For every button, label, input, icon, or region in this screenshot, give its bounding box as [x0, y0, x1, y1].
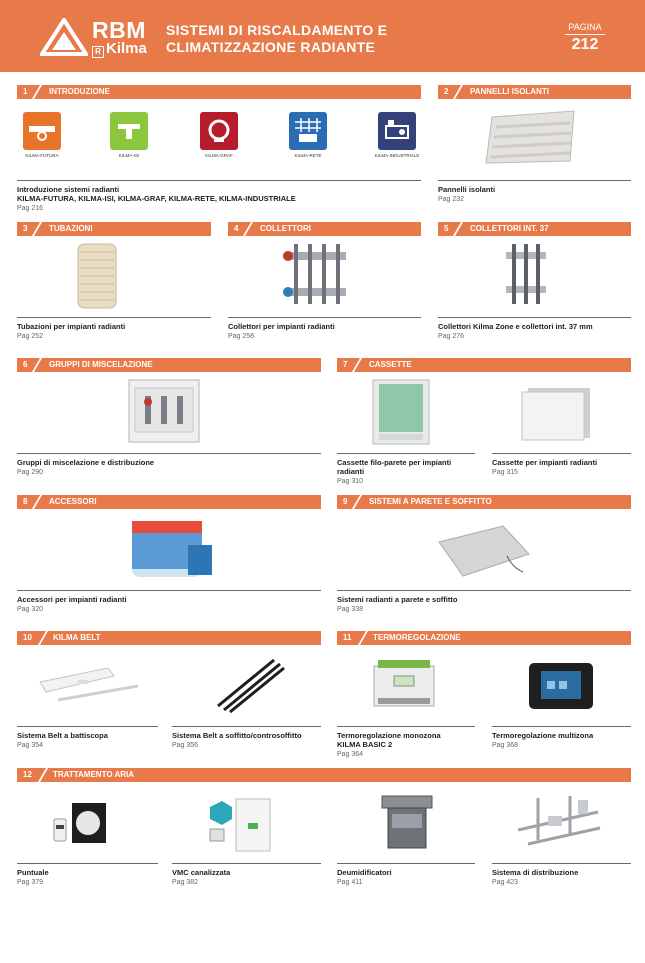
- page-ref: Pag 338: [337, 606, 364, 613]
- brand-name: RBM: [92, 17, 146, 43]
- item-caption: Sistema di distribuzione: [492, 868, 579, 877]
- page-ref: Pag 276: [438, 333, 465, 340]
- section-title: KILMA BELT: [53, 633, 101, 642]
- section-bar-introduzione: [17, 85, 421, 99]
- intro-icon-kilma-graf: [194, 112, 244, 158]
- item-caption: [337, 731, 475, 749]
- section-title: TERMOREGOLAZIONE: [373, 633, 461, 642]
- page-ref: Pag 423: [492, 879, 519, 886]
- caption-line2: KILMA BASIC 2: [337, 740, 393, 749]
- divider: [17, 863, 158, 864]
- kilma-rete-icon: [289, 112, 327, 150]
- section-title: TUBAZIONI: [49, 224, 93, 233]
- section-bar-cassette: [337, 358, 631, 372]
- divider: [337, 726, 475, 727]
- page-ref: Pag 364: [337, 751, 364, 758]
- section-number: 12: [23, 770, 32, 779]
- item-caption: Sistemi radianti a parete e soffitto: [337, 595, 458, 604]
- section-bar-tubazioni: [17, 222, 211, 236]
- section-title: COLLETTORI INT. 37: [470, 224, 549, 233]
- sub-brand: R Kilma: [92, 41, 147, 58]
- section-bar-kilma-belt: [17, 631, 321, 645]
- section-number: 4: [234, 224, 239, 233]
- intro-icon-label: KILMA-GRAF: [205, 153, 233, 158]
- page-ref: Pag 320: [17, 606, 44, 613]
- caption-line1: Termoregolazione monozona: [337, 731, 441, 740]
- section-number: 1: [23, 87, 28, 96]
- point-ventilation-image: [48, 795, 110, 855]
- item-caption: Gruppi di miscelazione e distribuzione: [17, 458, 155, 467]
- page-ref: Pag 356: [172, 742, 199, 749]
- section-number: 9: [343, 497, 348, 506]
- caption-line1: Cassette filo-parete per impianti: [337, 458, 452, 467]
- divider: [492, 726, 631, 727]
- item-caption: [337, 458, 475, 476]
- item-caption: Cassette per impianti radianti: [492, 458, 598, 467]
- divider: [438, 180, 631, 181]
- page-ref: Pag 411: [337, 879, 363, 886]
- section-number: 3: [23, 224, 28, 233]
- page-ref: Pag 290: [17, 469, 44, 476]
- divider: [172, 726, 321, 727]
- section-bar-collettori: [228, 222, 421, 236]
- section-title: COLLETTORI: [260, 224, 311, 233]
- section-title: SISTEMI A PARETE E SOFFITTO: [369, 497, 492, 506]
- item-caption: Pannelli isolanti: [438, 185, 496, 194]
- page-number: 212: [571, 36, 599, 53]
- belt-baseboard-image: [38, 660, 142, 708]
- intro-icon-kilma-isi: [104, 112, 154, 158]
- section-title: ACCESSORI: [49, 497, 97, 506]
- divider: [17, 453, 321, 454]
- item-caption: Collettori Kilma Zone e collettori int. 37 mm: [438, 322, 593, 331]
- item-caption: [17, 185, 296, 203]
- page-ref: Pag 368: [492, 742, 519, 749]
- divider: [438, 317, 631, 318]
- caption-line2: radianti: [337, 467, 365, 476]
- page-title-line2: CLIMATIZZAZIONE RADIANTE: [166, 39, 376, 55]
- intro-icon-label: KILMA-FUTURA: [25, 153, 59, 158]
- caption-line2: KILMA-FUTURA, KILMA-ISI, KILMA-GRAF, KILMA-RETE, KILMA-INDUSTRIALE: [17, 194, 296, 203]
- section-number: 10: [23, 633, 32, 642]
- section-title: PANNELLI ISOLANTI: [470, 87, 549, 96]
- page-number-box: [565, 22, 605, 54]
- section-number: 7: [343, 360, 348, 369]
- section-number: 11: [343, 633, 352, 642]
- page-label: PAGINA: [565, 22, 605, 35]
- distribution-system-image: [508, 790, 608, 856]
- insulating-panel-image: [482, 105, 582, 169]
- ducted-vmc-image: [200, 795, 280, 855]
- kilma-graf-icon: [200, 112, 238, 150]
- pipe-coil-image: [72, 240, 122, 312]
- divider: [492, 863, 631, 864]
- manifold-int37-image: [502, 240, 550, 310]
- section-bar-collettori-int-37: [438, 222, 631, 236]
- section-bar-gruppi-miscelazione: [17, 358, 321, 372]
- dehumidifier-image: [378, 792, 436, 856]
- item-caption: Collettori per impianti radianti: [228, 322, 335, 331]
- kilma-futura-icon: [23, 112, 61, 150]
- page-ref: Pag 258: [228, 333, 255, 340]
- section-number: 6: [23, 360, 28, 369]
- intro-icon-label: KILMA-ISI: [118, 153, 140, 158]
- page-ref: Pag 354: [17, 742, 44, 749]
- mixing-group-image: [127, 378, 201, 444]
- page-header: [0, 0, 645, 72]
- section-number: 8: [23, 497, 28, 506]
- divider: [228, 317, 421, 318]
- kilma-isi-icon: [110, 112, 148, 150]
- item-caption: Puntuale: [17, 868, 49, 877]
- page-ref: Pag 232: [438, 196, 465, 203]
- intro-icon-kilma-rete: [283, 112, 333, 158]
- divider: [172, 863, 321, 864]
- divider: [337, 590, 631, 591]
- divider: [492, 453, 631, 454]
- divider: [337, 863, 475, 864]
- cabinet-image: [520, 386, 592, 442]
- intro-icon-label: KILMA-RETE: [294, 153, 322, 158]
- item-caption: VMC canalizzata: [172, 868, 231, 877]
- page-ref: Pag 216: [17, 205, 44, 212]
- section-title: TRATTAMENTO ARIA: [53, 770, 135, 779]
- manifold-image: [280, 240, 352, 310]
- section-bar-termoregolazione: [337, 631, 631, 645]
- item-caption: Deumidificatori: [337, 868, 392, 877]
- intro-icon-kilma-industriale: [372, 112, 422, 158]
- wall-ceiling-panel-image: [433, 520, 533, 584]
- section-title: GRUPPI DI MISCELAZIONE: [49, 360, 153, 369]
- intro-icon-label: KILMA-INDUSTRIALE: [374, 153, 420, 158]
- rbm-kilma-logo: [40, 18, 152, 58]
- divider: [17, 590, 321, 591]
- item-caption: Sistema Belt a soffitto/controsoffitto: [172, 731, 302, 740]
- divider: [17, 180, 421, 181]
- page-ref: Pag 379: [17, 879, 44, 886]
- divider: [337, 453, 475, 454]
- page-title-line1: SISTEMI DI RISCALDAMENTO E: [166, 22, 388, 38]
- section-bar-pannelli-isolanti: [438, 85, 631, 99]
- section-title: CASSETTE: [369, 360, 412, 369]
- accessories-tape-image: [128, 515, 216, 583]
- multizone-thermostat-image: [527, 661, 595, 711]
- sub-brand-text: Kilma: [106, 40, 147, 57]
- section-number: 2: [444, 87, 449, 96]
- section-title: INTRODUZIONE: [49, 87, 110, 96]
- caption-line1: Introduzione sistemi radianti: [17, 185, 120, 194]
- item-caption: Sistema Belt a battiscopa: [17, 731, 108, 740]
- item-caption: Termoregolazione multizona: [492, 731, 594, 740]
- section-bar-sistemi-parete-soffitto: [337, 495, 631, 509]
- section-number: 5: [444, 224, 449, 233]
- item-caption: Tubazioni per impianti radianti: [17, 322, 126, 331]
- triangle-logo-icon: [40, 18, 88, 56]
- item-caption: Accessori per impianti radianti: [17, 595, 127, 604]
- divider: [17, 317, 211, 318]
- belt-ceiling-image: [214, 656, 286, 714]
- section-bar-trattamento-aria: [17, 768, 631, 782]
- monozone-controller-image: [372, 658, 436, 714]
- kilma-industriale-icon: [378, 112, 416, 150]
- divider: [17, 726, 158, 727]
- page-ref: Pag 252: [17, 333, 44, 340]
- page-title: [166, 22, 426, 56]
- flush-cabinet-image: [369, 376, 433, 448]
- page-ref: Pag 315: [492, 469, 519, 476]
- section-bar-accessori: [17, 495, 321, 509]
- page-ref: Pag 310: [337, 478, 364, 485]
- intro-icon-kilma-futura: [17, 112, 67, 158]
- page-ref: Pag 382: [172, 879, 199, 886]
